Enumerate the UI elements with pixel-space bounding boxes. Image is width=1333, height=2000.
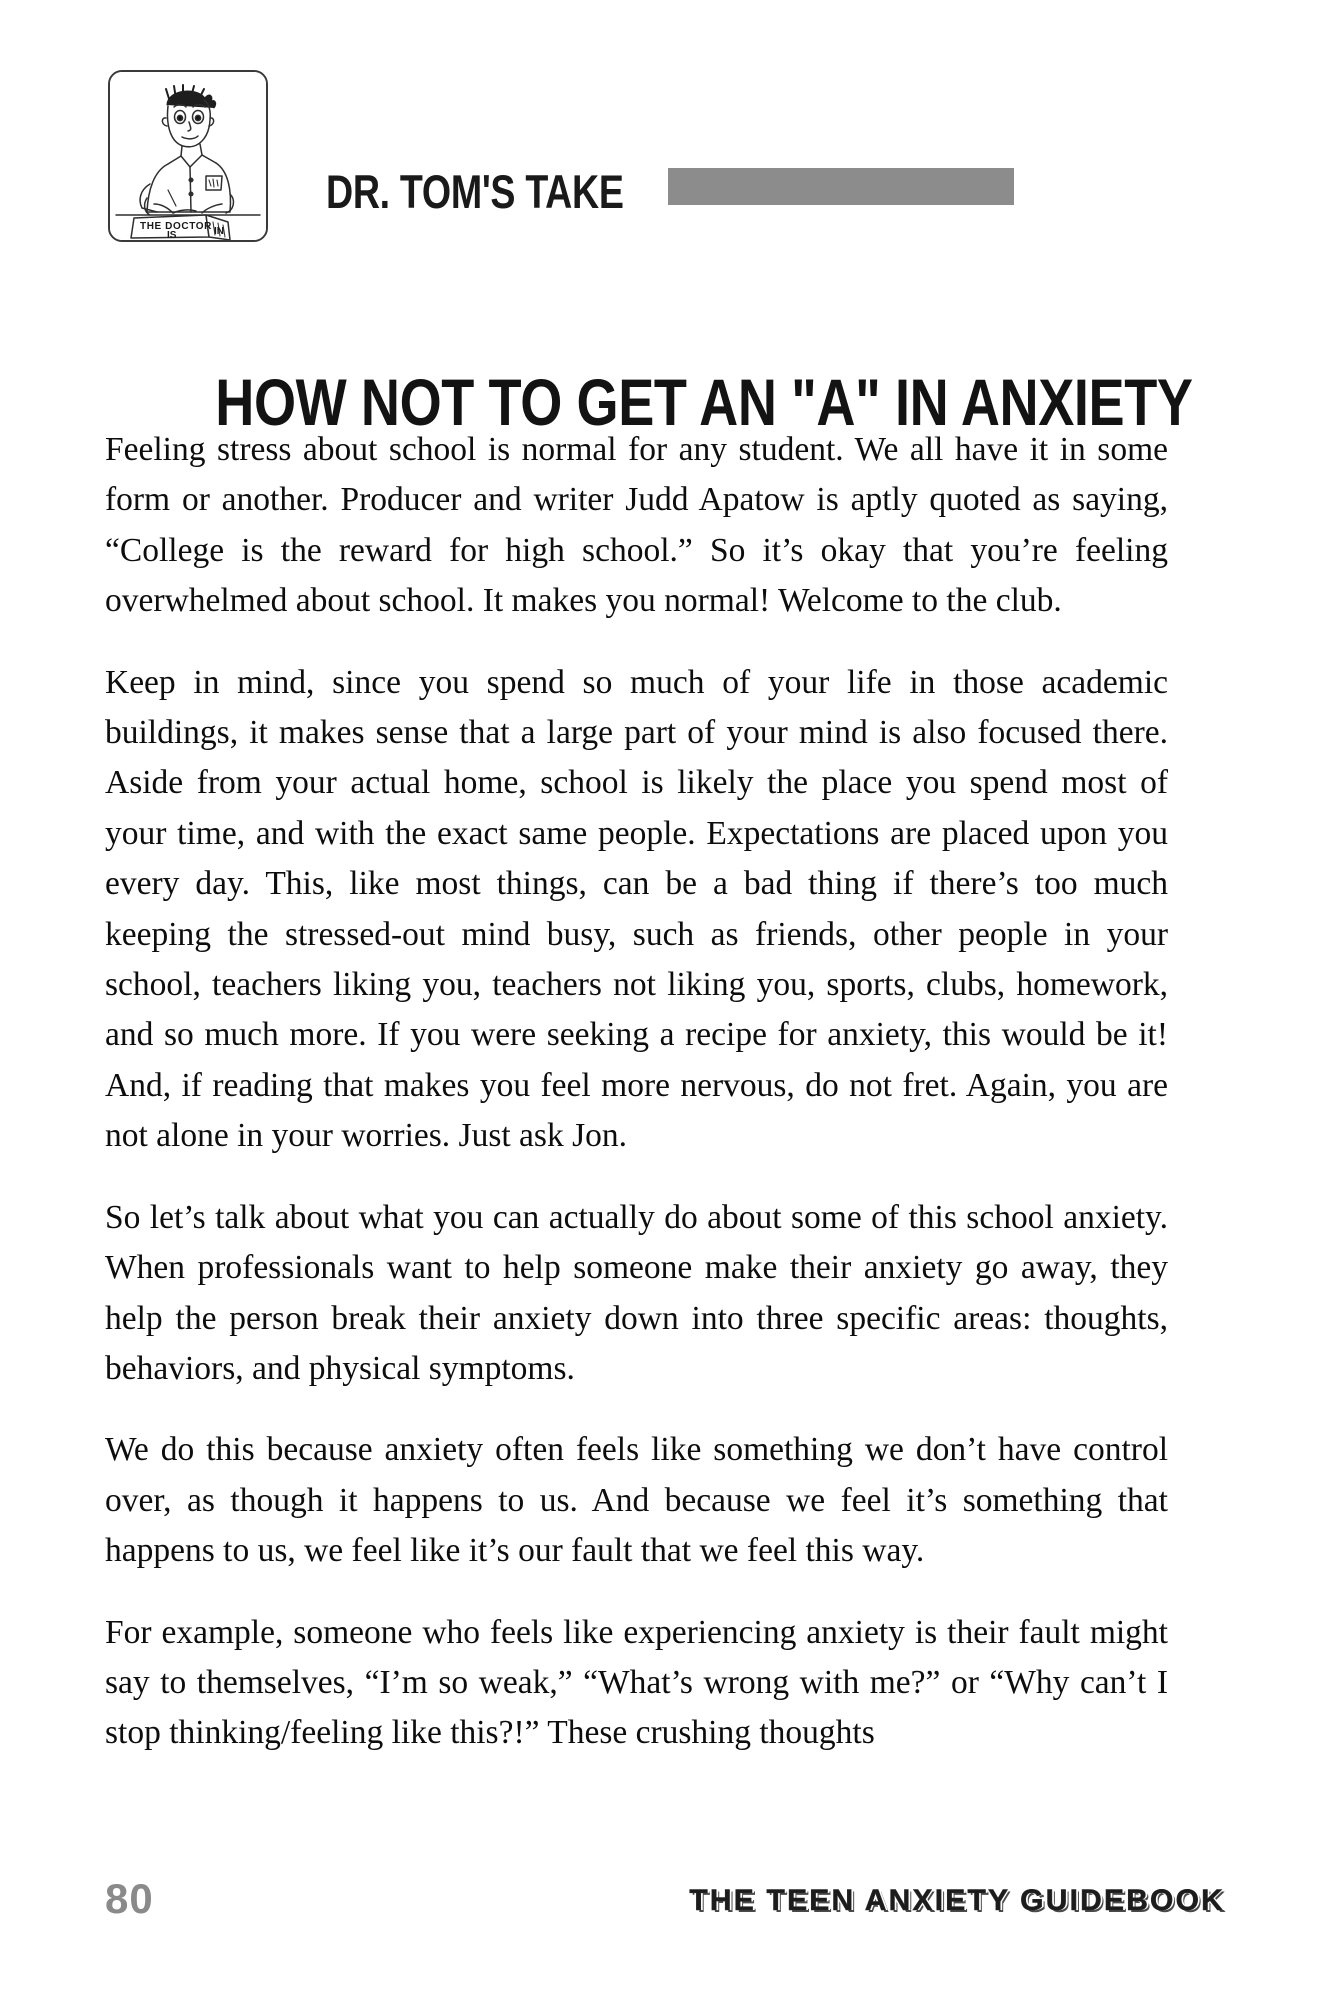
dr-toms-take-header	[108, 70, 1228, 270]
doctor-illustration-frame	[108, 70, 268, 242]
running-title: THE TEEN ANXIETY GUIDEBOOK	[689, 1884, 1225, 1917]
dr-toms-take-label: DR. TOM'S TAKE	[326, 165, 624, 218]
doctor-cartoon-icon	[110, 72, 266, 240]
paragraph: So let’s talk about what you can actually do about some of this school anxiety. When professionals want to help someone make their anxiety go away, they help the person break their anxiety down into three specific areas: thoughts, behaviors, and physical symptoms.	[105, 1198, 1168, 1387]
sign-text-in: IN	[214, 226, 224, 237]
page-number: 80	[105, 1875, 154, 1922]
header-gray-rule	[668, 168, 1014, 205]
paragraph: Feeling stress about school is normal for any student. We all have it in some form or another. Producer and writer Judd Apatow is aptly quoted as saying, “College is the reward for high school.” So it’s okay that you’re feeling overwhelmed about school. It makes you normal! Welcome to the club.	[105, 431, 1168, 620]
sign-text-the-doctor: THE DOCTOR	[140, 221, 212, 232]
page-footer	[105, 1875, 1225, 1938]
paragraph: For example, someone who feels like experiencing anxiety is their fault might say to themselves, “I’m so weak,” “What’s wrong with me?” or “Why can’t I stop thinking/feeling like this?!” These crushing thoughts	[105, 1613, 1168, 1752]
page-title-text: HOW NOT TO GET AN "A" IN ANXIETY	[215, 365, 1193, 440]
body-text-column	[105, 425, 1168, 1759]
paragraph: We do this because anxiety often feels like something we don’t have control over, as though it happens to us. And because we feel it’s something that happens to us, we feel like it’s our fault that we feel this way.	[105, 1431, 1168, 1570]
paragraph: Keep in mind, since you spend so much of your life in those academic buildings, it makes sense that a large part of your mind is also focused there. Aside from your actual home, school is likely the place you spend most of your time, and with the exact same people. Expectations are placed upon you every day. This, like most things, can be a bad thing if there’s too much keeping the stressed-out mind busy, such as friends, other people in your school, teachers liking you, teachers not liking you, sports, clubs, homework, and so much more. If you were seeking a recipe for anxiety, this would be it! And, if reading that makes you feel more nervous, do not fret. Again, you are not alone in your worries. Just ask Jon.	[105, 663, 1168, 1155]
sign-text-is: IS	[167, 230, 177, 240]
